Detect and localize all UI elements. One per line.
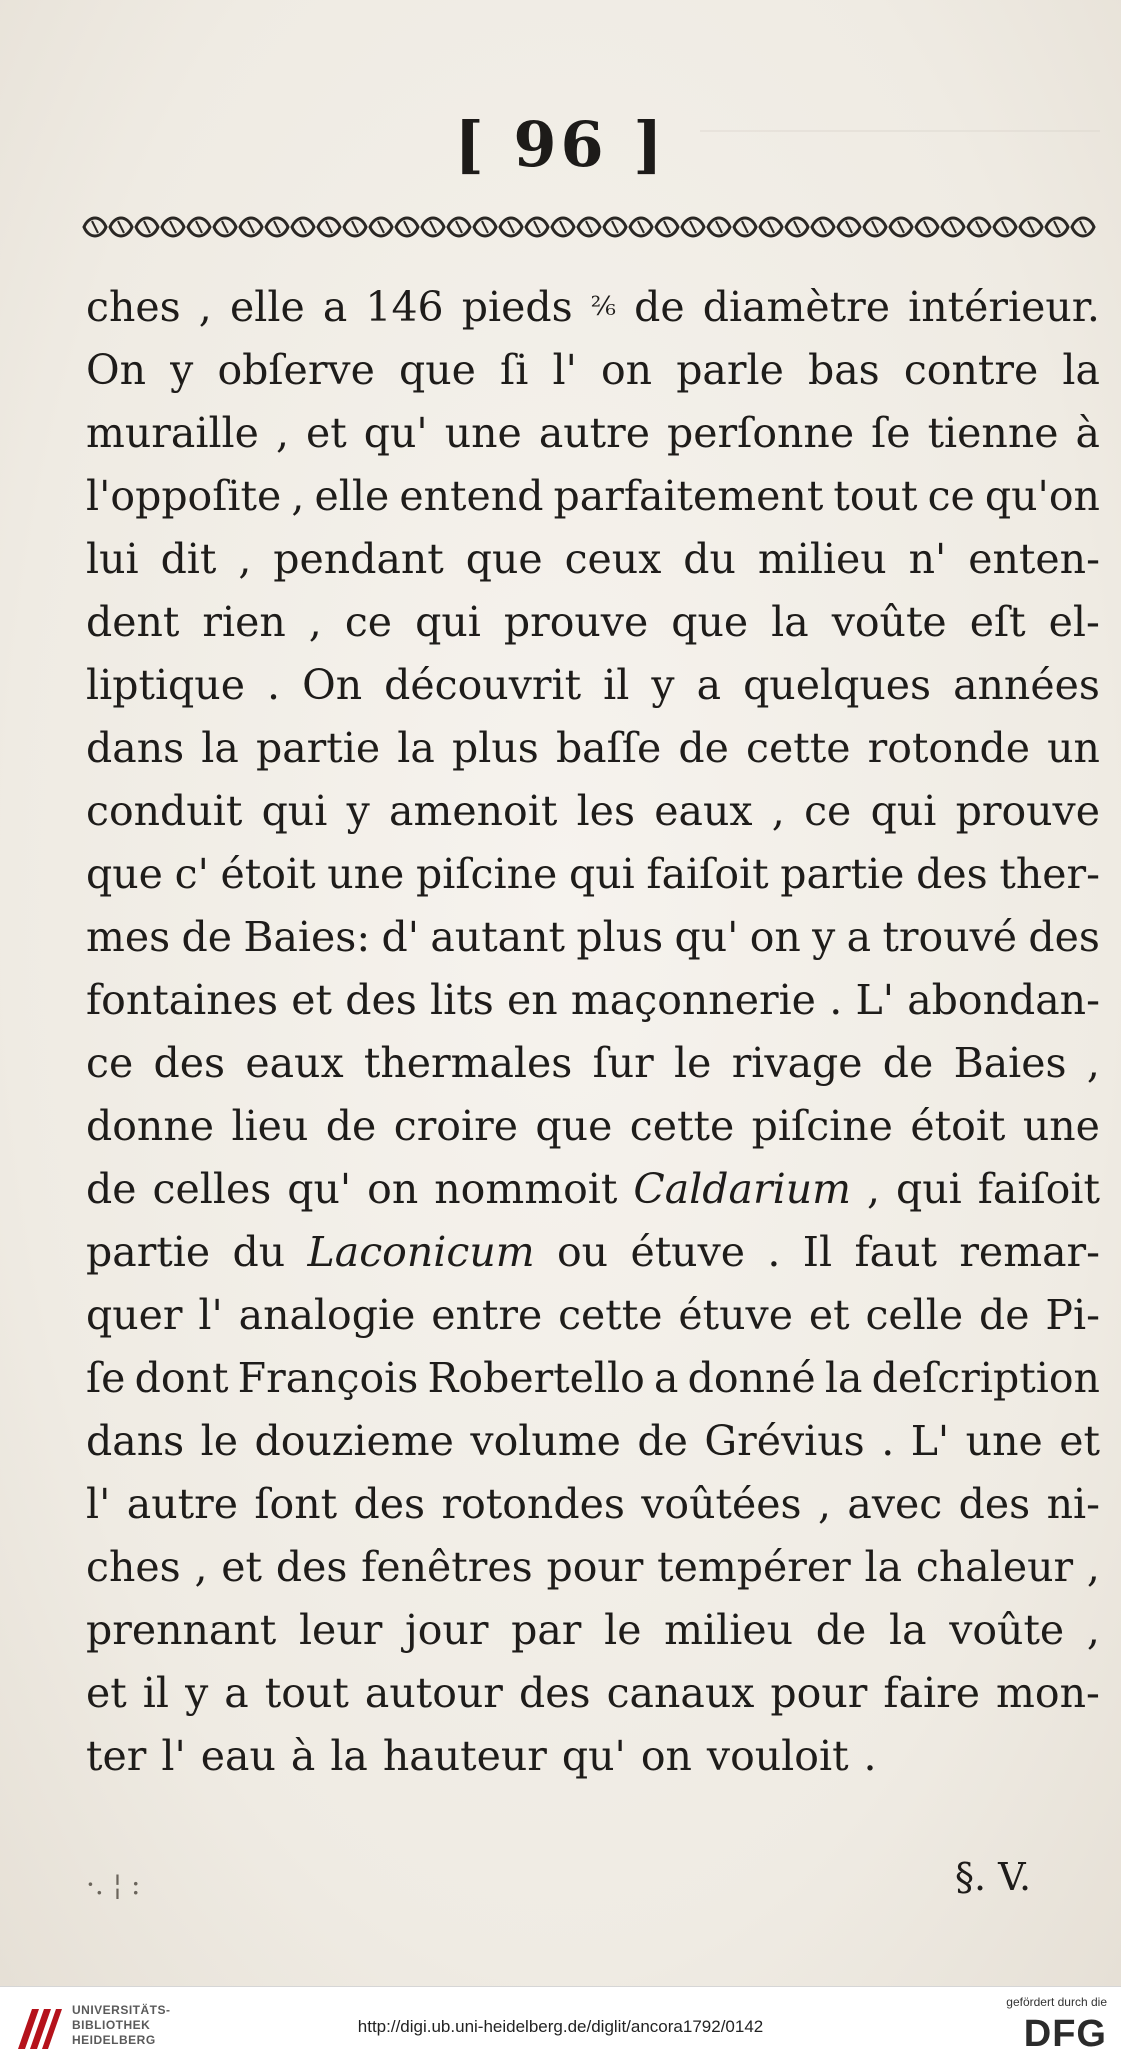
word: prouve (503, 598, 649, 646)
word: , (308, 598, 322, 646)
word: qui (415, 598, 481, 646)
word: douzieme (254, 1417, 454, 1465)
text-line (86, 528, 1100, 591)
word: et (221, 1543, 263, 1591)
word: de (86, 1165, 137, 1213)
word: y (346, 787, 370, 835)
word: de (325, 1102, 377, 1150)
word: ſe (86, 1354, 126, 1402)
word: l'oppoſite (86, 472, 282, 520)
word: quelques (743, 661, 932, 709)
word: des (958, 1480, 1031, 1528)
word: donne (86, 1102, 215, 1150)
word: François (237, 1354, 419, 1402)
section-heading: §. V. (955, 1855, 1032, 1899)
word: diamètre (702, 283, 891, 331)
word: des (275, 1543, 348, 1591)
funded-by-label: gefördert durch die (1006, 1995, 1107, 2009)
word: de (815, 1606, 867, 1654)
word: rotondes (441, 1480, 625, 1528)
word: . (767, 1228, 781, 1276)
word: ni- (1046, 1480, 1100, 1528)
word: ſe (871, 409, 911, 457)
word: faiſoit (646, 850, 769, 898)
word: ther- (999, 850, 1100, 898)
word: la (330, 1732, 368, 1780)
word: piſcine (416, 850, 558, 898)
margin-mark: ·. ¦ : (86, 1868, 141, 1901)
word: années (953, 661, 1100, 709)
text-line (86, 1095, 1100, 1158)
word: qui (870, 787, 937, 835)
word: du (683, 535, 736, 583)
word: dans (86, 724, 185, 772)
word: on (640, 1732, 692, 1780)
word: , (817, 1480, 831, 1528)
word: a (654, 1354, 679, 1402)
word: n' (908, 535, 947, 583)
word: , (275, 409, 289, 457)
word: obſerve (217, 346, 375, 394)
word: . (881, 1417, 895, 1465)
word: dans (86, 1417, 185, 1465)
word: à (1075, 409, 1100, 457)
word: volume (470, 1417, 621, 1465)
word: hauteur (382, 1732, 547, 1780)
word: . (863, 1732, 877, 1780)
word: une (965, 1417, 1043, 1465)
text-line (86, 1347, 1100, 1410)
word: ceux (564, 535, 662, 583)
text-line (86, 654, 1100, 717)
word: qu'on (984, 472, 1100, 520)
word: ²⁄₆ (590, 292, 616, 322)
word: plus (451, 724, 539, 772)
word: les (576, 787, 635, 835)
word: des (345, 976, 417, 1024)
word: qu' (363, 409, 428, 457)
word: que (535, 1102, 613, 1150)
text-line (86, 276, 1100, 339)
word: ter (86, 1732, 147, 1780)
word: l' (552, 346, 577, 394)
word: a (224, 1669, 249, 1717)
text-line (86, 339, 1100, 402)
text-line (86, 1032, 1100, 1095)
word: plus (576, 913, 664, 961)
permalink-url[interactable]: http://digi.ub.uni-heidelberg.de/diglit/ancora1792/0142 (357, 2017, 764, 2036)
word: y (812, 913, 836, 961)
text-line (86, 1158, 1100, 1221)
word: entend (399, 472, 544, 520)
word: d' (381, 913, 420, 961)
text-line (86, 1284, 1100, 1347)
word: Il (802, 1228, 833, 1276)
word: lui (86, 535, 139, 583)
text-line (86, 1725, 1100, 1788)
word: autre (538, 409, 651, 457)
word: mon- (996, 1669, 1100, 1717)
word: étoit (220, 850, 316, 898)
word: le (604, 1606, 642, 1654)
word: fenêtres (361, 1543, 533, 1591)
word: des (153, 1039, 226, 1087)
text-line (86, 402, 1100, 465)
word: ſur (592, 1039, 654, 1087)
word: amenoit (389, 787, 558, 835)
word: et (1059, 1417, 1100, 1465)
word: y (185, 1669, 209, 1717)
word: de (882, 1039, 934, 1087)
word: pendant (273, 535, 444, 583)
word: lieu (231, 1102, 309, 1150)
word: par (511, 1606, 582, 1654)
word: Caldarium (633, 1165, 851, 1213)
word: cette (629, 1102, 735, 1150)
word: milieu (664, 1606, 794, 1654)
word: chaleur (915, 1543, 1074, 1591)
word: enten- (968, 535, 1100, 583)
word: vouloit (706, 1732, 849, 1780)
word: , (238, 535, 252, 583)
word: il (142, 1669, 170, 1717)
word: avec (847, 1480, 943, 1528)
word: , (194, 1543, 208, 1591)
word: rien (202, 598, 286, 646)
text-line (86, 780, 1100, 843)
word: . (267, 661, 281, 709)
word: donné (687, 1354, 816, 1402)
word: et (306, 409, 347, 457)
word: piſcine (751, 1102, 893, 1150)
word: contre (903, 346, 1039, 394)
word: bas (807, 346, 880, 394)
word: pour (546, 1543, 644, 1591)
word: partie (255, 724, 381, 772)
word: faut (854, 1228, 937, 1276)
word: Grévius (704, 1417, 865, 1465)
word: ſont (254, 1480, 338, 1528)
word: tempérer (657, 1543, 851, 1591)
word: y (170, 346, 194, 394)
word: , (198, 283, 212, 331)
word: partie (86, 1228, 211, 1276)
word: abondan- (907, 976, 1100, 1024)
word: faire (883, 1669, 980, 1717)
word: Laconicum (307, 1228, 535, 1276)
word: des (518, 1669, 591, 1717)
word: on (600, 346, 653, 394)
ornamental-rule (82, 210, 1096, 244)
word: que (398, 346, 476, 394)
word: On (86, 346, 147, 394)
footer-bar (0, 1986, 1121, 2067)
text-line (86, 1536, 1100, 1599)
page-number: [ 96 ] (454, 108, 667, 181)
word: c' (174, 850, 209, 898)
word: des (353, 1480, 426, 1528)
word: en (507, 976, 558, 1024)
word: découvrit (384, 661, 582, 709)
word: , (866, 1165, 881, 1213)
word: , (771, 787, 785, 835)
word: maçonnerie (570, 976, 816, 1024)
word: la (201, 724, 239, 772)
word: croire (393, 1102, 518, 1150)
word: eaux (245, 1039, 344, 1087)
word: qu' (287, 1165, 352, 1213)
word: des (916, 850, 988, 898)
word: ſi (500, 346, 529, 394)
word: on (367, 1165, 419, 1213)
word: de (637, 1417, 688, 1465)
word: qui (896, 1165, 962, 1213)
word: l' (198, 1291, 223, 1339)
word: Baies (953, 1039, 1067, 1087)
word: On (302, 661, 363, 709)
word: qui (261, 787, 328, 835)
word: muraille (86, 409, 259, 457)
word: a (846, 913, 872, 961)
word: dont (134, 1354, 229, 1402)
word: Pi- (1045, 1291, 1100, 1339)
word: que (465, 535, 543, 583)
word: , (1086, 1543, 1100, 1591)
text-line (86, 906, 1100, 969)
word: el- (1048, 598, 1100, 646)
word: du (232, 1228, 286, 1276)
word: qui (568, 850, 635, 898)
word: milieu (757, 535, 887, 583)
word: canaux (606, 1669, 755, 1717)
word: , (1086, 1606, 1100, 1654)
word: deſcription (871, 1354, 1100, 1402)
word: a (696, 661, 722, 709)
text-line (86, 1410, 1100, 1473)
word: conduit (86, 787, 243, 835)
text-line (86, 1221, 1100, 1284)
word: 146 (365, 283, 444, 331)
text-line (86, 1662, 1100, 1725)
word: ches (86, 283, 181, 331)
word: elle (314, 472, 390, 520)
word: le (200, 1417, 238, 1465)
body-text (86, 276, 1100, 1788)
word: quer (86, 1291, 183, 1339)
university-name: UNIVERSITÄTS- BIBLIOTHEK HEIDELBERG (72, 2003, 171, 2047)
word: la (1062, 346, 1100, 394)
word: elle (229, 283, 305, 331)
word: mes (86, 913, 171, 961)
word: remar- (959, 1228, 1100, 1276)
word: à (290, 1732, 316, 1780)
word: la (771, 598, 809, 646)
word: liptique (86, 661, 245, 709)
word: la (824, 1354, 863, 1402)
text-line (86, 1599, 1100, 1662)
word: . (829, 976, 843, 1024)
word: de (634, 283, 685, 331)
word: , (291, 472, 305, 520)
word: voûte (949, 1606, 1065, 1654)
word: le (674, 1039, 712, 1087)
word: jour (405, 1606, 489, 1654)
word: on (749, 913, 801, 961)
word: et (86, 1669, 127, 1717)
word: qu' (561, 1732, 626, 1780)
word: étuve (630, 1228, 746, 1276)
word: leur (298, 1606, 383, 1654)
word: eſt (969, 598, 1026, 646)
word: et (808, 1291, 850, 1339)
text-line (86, 969, 1100, 1032)
word: lits (430, 976, 494, 1024)
word: pieds (461, 283, 573, 331)
word: cette (746, 724, 851, 772)
word: autre (126, 1480, 238, 1528)
word: qu' (674, 913, 739, 961)
word: voûte (831, 598, 947, 646)
word: une (327, 850, 405, 898)
word: tout (833, 472, 918, 520)
word: l' (161, 1732, 186, 1780)
word: que (671, 598, 749, 646)
word: et (291, 976, 332, 1024)
word: ce (804, 787, 852, 835)
word: étoit (910, 1102, 1006, 1150)
word: de (678, 724, 729, 772)
word: Robertello (427, 1354, 645, 1402)
word: parfaitement (553, 472, 824, 520)
word: rivage (731, 1039, 863, 1087)
word: dent (86, 598, 180, 646)
word: L' (910, 1417, 950, 1465)
word: pour (770, 1669, 868, 1717)
word: la (397, 724, 435, 772)
word: eau (200, 1732, 276, 1780)
word: Baies: (243, 913, 371, 961)
word: fontaines (86, 976, 279, 1024)
text-line (86, 591, 1100, 654)
word: voûtées (641, 1480, 802, 1528)
text-line (86, 717, 1100, 780)
word: prennant (86, 1606, 277, 1654)
word: perſonne (667, 409, 855, 457)
text-line (86, 465, 1100, 528)
text-line (86, 843, 1100, 906)
word: l' (86, 1480, 111, 1528)
word: entre (431, 1291, 543, 1339)
word: celle (865, 1291, 964, 1339)
word: un (1047, 724, 1100, 772)
word: une (1022, 1102, 1100, 1150)
word: analogie (238, 1291, 416, 1339)
word: il (603, 661, 630, 709)
word: des (1028, 913, 1100, 961)
word: baſſe (555, 724, 662, 772)
word: trouvé (882, 913, 1018, 961)
dfg-logo: DFG (1023, 2013, 1107, 2055)
word: ce (344, 598, 393, 646)
word: autant (430, 913, 566, 961)
word: que (86, 850, 163, 898)
word: a (322, 283, 348, 331)
word: parle (676, 346, 784, 394)
word: ou (556, 1228, 609, 1276)
word: tienne (927, 409, 1059, 457)
word: ches (86, 1543, 181, 1591)
word: la (864, 1543, 903, 1591)
word: une (444, 409, 522, 457)
word: thermales (363, 1039, 573, 1087)
word: partie (780, 850, 905, 898)
word: autour (364, 1669, 503, 1717)
word: y (651, 661, 675, 709)
word: rotonde (867, 724, 1030, 772)
word: étuve (678, 1291, 793, 1339)
text-line (86, 1473, 1100, 1536)
word: tout (264, 1669, 349, 1717)
word: celles (152, 1165, 272, 1213)
word: de (181, 913, 233, 961)
word: dit (160, 535, 217, 583)
word: ce (86, 1039, 134, 1087)
word: faiſoit (977, 1165, 1100, 1213)
word: la (888, 1606, 927, 1654)
word: eaux (654, 787, 753, 835)
word: nommoit (434, 1165, 618, 1213)
word: ce (927, 472, 975, 520)
word: L' (855, 976, 894, 1024)
word: intérieur. (908, 283, 1100, 331)
word: prouve (955, 787, 1100, 835)
word: cette (558, 1291, 663, 1339)
word: de (979, 1291, 1030, 1339)
word: , (1086, 1039, 1100, 1087)
